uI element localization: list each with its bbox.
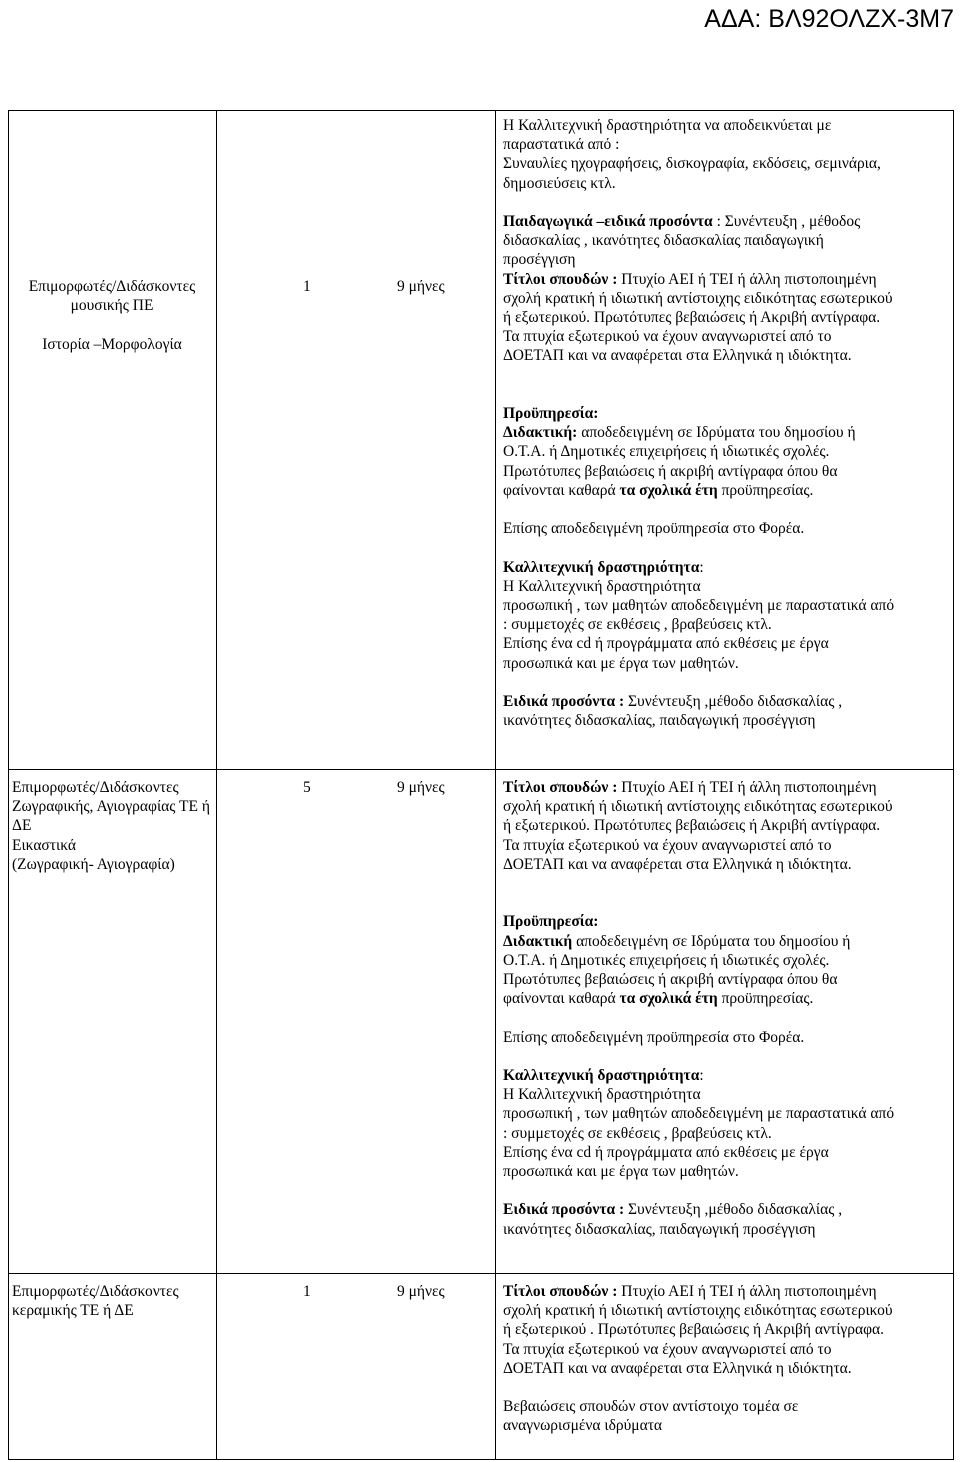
requirement-line: [503, 327, 894, 346]
text-run: ικανότητες διδασκαλίας, παιδαγωγική προσέγγιση: [503, 712, 816, 730]
bold-label: τα σχολικά έτη: [619, 481, 718, 499]
text-run: δημοσιεύσεις κτλ.: [503, 174, 616, 192]
blank-line: [503, 1181, 894, 1200]
text-run: σχολή κρατική ή ιδιωτική αντίστοιχης ειδικότητας εσωτερικού: [503, 1302, 893, 1320]
text-run: διδασκαλίας , ικανότητες διδασκαλίας παιδαγωγική: [503, 232, 824, 250]
requirement-line: [503, 1104, 894, 1123]
requirement-line: [503, 1220, 894, 1239]
count-cell: 5: [303, 779, 311, 796]
requirement-line: [503, 577, 894, 596]
requirement-line: [503, 1397, 893, 1416]
requirement-line: [503, 423, 894, 442]
text-run: προσωπική , των μαθητών αποδεδειγμένη με παραστατικά από: [503, 597, 895, 614]
requirement-line: [503, 154, 894, 173]
text-run: προσωπικά και με έργα των μαθητών.: [503, 654, 739, 672]
text-run: φαίνονται καθαρά: [503, 481, 620, 499]
requirement-line: [503, 1124, 894, 1143]
text-run: αναγνωρισμένα ιδρύματα: [503, 1417, 663, 1435]
duration-cell: 9 μήνες: [397, 779, 445, 796]
bold-label: Διδακτική:: [503, 424, 578, 442]
text-run: Η Καλλιτεχνική δραστηριότητα: [503, 1086, 701, 1104]
requirement-line: [503, 1340, 893, 1359]
requirement-line: [503, 212, 894, 231]
requirement-line: [503, 1282, 893, 1301]
blank-line: [503, 538, 894, 557]
specialty-cell: Επιμορφωτές/Διδάσκοντες Ζωγραφικής, Αγιογραφίας ΤΕ ή ΔΕ Εικαστικά (Ζωγραφική- Αγιογραφία): [12, 779, 210, 873]
text-run: Η Καλλιτεχνική δραστηριότητα να αποδεικνύεται με: [503, 117, 832, 134]
requirement-line: [503, 692, 894, 711]
text-run: αποδεδειγμένη σε Ιδρύματα του δημοσίου ή: [577, 424, 856, 442]
requirement-line: [503, 654, 894, 673]
requirement-line: [503, 711, 894, 730]
requirements-cell: [503, 1282, 893, 1436]
text-run: Συναυλίες ηχογραφήσεις, δισκογραφία, εκδόσεις, σεμινάρια,: [503, 155, 881, 173]
requirement-line: [503, 634, 894, 653]
text-run: Πτυχίο ΑΕΙ ή ΤΕΙ ή άλλη πιστοποιημένη: [617, 1283, 877, 1300]
text-run: ή εξωτερικού . Πρωτότυπες βεβαιώσεις ή Ακριβή αντίγραφα.: [503, 1321, 885, 1339]
requirement-line: [503, 116, 894, 135]
requirement-line: [503, 596, 894, 615]
requirement-line: [503, 308, 894, 327]
text-run: :: [699, 1066, 704, 1084]
requirement-line: [503, 250, 894, 269]
requirement-line: [503, 174, 894, 193]
text-run: Πρωτότυπες βεβαιώσεις ή ακριβή αντίγραφα όπου θα: [503, 971, 838, 988]
blank-line: [503, 385, 894, 404]
blank-line: [503, 874, 894, 893]
blank-line: [503, 1378, 893, 1397]
requirement-line: [503, 836, 894, 855]
bold-label: Διδακτική: [503, 932, 573, 950]
duration-cell: 9 μήνες: [397, 278, 445, 295]
text-run: Πτυχίο ΑΕΙ ή ΤΕΙ ή άλλη πιστοποιημένη: [617, 270, 877, 288]
text-run: :: [699, 558, 704, 576]
text-run: ή εξωτερικού. Πρωτότυπες βεβαιώσεις ή Ακριβή αντίγραφα.: [503, 309, 881, 327]
bold-label: Τίτλοι σπουδών :: [503, 270, 618, 288]
text-run: : συμμετοχές σε εκθέσεις , βραβεύσεις κτλ.: [503, 616, 772, 634]
text-run: ΔΟΕΤΑΠ και να αναφέρεται στα Ελληνικά η ιδιόκτητα.: [503, 855, 852, 873]
requirement-line: [503, 932, 894, 951]
requirement-line: [503, 912, 894, 931]
text-run: Πρωτότυπες βεβαιώσεις ή ακριβή αντίγραφα όπου θα: [503, 462, 838, 480]
blank-line: [503, 673, 894, 692]
text-run: προσέγγιση: [503, 251, 576, 269]
requirement-line: [503, 270, 894, 289]
text-run: φαίνονται καθαρά: [503, 990, 620, 1008]
text-run: Επίσης αποδεδειγμένη προϋπηρεσία στο Φορέα.: [503, 520, 805, 538]
requirement-line: [503, 1200, 894, 1219]
requirement-line: [503, 778, 894, 797]
requirement-line: [503, 1028, 894, 1047]
text-run: προϋπηρεσίας.: [717, 481, 814, 499]
requirement-line: [503, 1301, 893, 1320]
requirement-line: [503, 231, 894, 250]
text-run: προϋπηρεσίας.: [717, 990, 814, 1008]
text-run: σχολή κρατική ή ιδιωτική αντίστοιχης ειδικότητας εσωτερικού: [503, 289, 893, 307]
requirement-line: [503, 481, 894, 500]
text-run: : συμμετοχές σε εκθέσεις , βραβεύσεις κτλ.: [503, 1124, 772, 1142]
text-run: Επίσης αποδεδειγμένη προϋπηρεσία στο Φορέα.: [503, 1028, 805, 1046]
requirement-line: [503, 855, 894, 874]
text-run: : Συνέντευξη , μέθοδος: [712, 213, 861, 230]
text-run: παραστατικά από :: [503, 136, 620, 154]
text-run: ικανότητες διδασκαλίας, παιδαγωγική προσέγγιση: [503, 1220, 816, 1238]
text-run: ΔΟΕΤΑΠ και να αναφέρεται στα Ελληνικά η ιδιόκτητα.: [503, 1359, 852, 1377]
blank-line: [503, 893, 894, 912]
blank-line: [503, 366, 894, 385]
blank-line: [503, 500, 894, 519]
bold-label: Παιδαγωγικά –ειδικά προσόντα: [503, 213, 713, 230]
requirement-line: [503, 462, 894, 481]
blank-line: [503, 193, 894, 212]
requirement-line: [503, 1320, 893, 1339]
text-run: ή εξωτερικού. Πρωτότυπες βεβαιώσεις ή Ακριβή αντίγραφα.: [503, 817, 881, 835]
requirement-line: [503, 1162, 894, 1181]
text-run: Βεβαιώσεις σπουδών στον αντίστοιχο τομέα σε: [503, 1398, 799, 1416]
requirement-line: [503, 1085, 894, 1104]
count-cell: 1: [303, 1283, 311, 1300]
text-run: ΔΟΕΤΑΠ και να αναφέρεται στα Ελληνικά η ιδιόκτητα.: [503, 347, 852, 365]
requirement-line: [503, 346, 894, 365]
requirement-line: [503, 289, 894, 308]
bold-label: Ειδικά προσόντα :: [503, 693, 625, 710]
bold-label: Τίτλοι σπουδών :: [503, 779, 618, 796]
requirement-line: [503, 989, 894, 1008]
requirement-line: [503, 519, 894, 538]
requirement-line: [503, 970, 894, 989]
requirement-line: [503, 797, 894, 816]
requirement-line: [503, 404, 894, 423]
requirement-line: [503, 1066, 894, 1085]
requirement-line: [503, 558, 894, 577]
bold-label: Προϋπηρεσία:: [503, 405, 599, 422]
text-run: Τα πτυχία εξωτερικού να έχουν αναγνωριστεί από το: [503, 836, 832, 854]
text-run: Επίσης ένα cd ή προγράμματα από εκθέσεις με έργα: [503, 1143, 829, 1161]
specialty-cell: Επιμορφωτές/Διδάσκοντες μουσικής ΠΕ Ιστορία –Μορφολογία: [28, 278, 196, 353]
requirement-line: [503, 135, 894, 154]
text-run: Συνέντευξη ,μέθοδο διδασκαλίας ,: [624, 1201, 843, 1219]
count-cell: 1: [303, 278, 311, 295]
text-run: σχολή κρατική ή ιδιωτική αντίστοιχης ειδικότητας εσωτερικού: [503, 798, 893, 816]
ada-code: ΑΔΑ: ΒΛ92ΟΛΖΧ-3Μ7: [704, 5, 954, 33]
text-run: Η Καλλιτεχνική δραστηριότητα: [503, 577, 701, 595]
text-run: Ο.Τ.Α. ή Δημοτικές επιχειρήσεις ή ιδιωτικές σχολές.: [503, 951, 830, 969]
duration-cell: 9 μήνες: [397, 1283, 445, 1300]
requirement-line: [503, 1416, 893, 1435]
text-run: Πτυχίο ΑΕΙ ή ΤΕΙ ή άλλη πιστοποιημένη: [617, 779, 877, 796]
bold-label: Καλλιτεχνική δραστηριότητα: [503, 1066, 700, 1084]
text-run: Συνέντευξη ,μέθοδο διδασκαλίας ,: [624, 693, 843, 710]
blank-line: [503, 1047, 894, 1066]
requirement-line: [503, 1143, 894, 1162]
requirement-line: [503, 615, 894, 634]
bold-label: τα σχολικά έτη: [619, 990, 718, 1008]
requirements-cell: [503, 778, 894, 1239]
blank-line: [503, 1008, 894, 1027]
bold-label: Προϋπηρεσία:: [503, 913, 599, 931]
requirement-line: [503, 951, 894, 970]
text-run: Τα πτυχία εξωτερικού να έχουν αναγνωριστεί από το: [503, 1340, 832, 1358]
bold-label: Τίτλοι σπουδών :: [503, 1283, 618, 1300]
text-run: Τα πτυχία εξωτερικού να έχουν αναγνωριστεί από το: [503, 328, 832, 346]
requirement-line: [503, 442, 894, 461]
text-run: Ο.Τ.Α. ή Δημοτικές επιχειρήσεις ή ιδιωτικές σχολές.: [503, 443, 830, 461]
requirement-line: [503, 816, 894, 835]
text-run: Επίσης ένα cd ή προγράμματα από εκθέσεις με έργα: [503, 635, 829, 653]
specialty-cell: Επιμορφωτές/Διδάσκοντες κεραμικής ΤΕ ή ΔΕ: [12, 1283, 179, 1320]
text-run: αποδεδειγμένη σε Ιδρύματα του δημοσίου ή: [572, 932, 851, 950]
requirement-line: [503, 1359, 893, 1378]
text-run: προσωπικά και με έργα των μαθητών.: [503, 1163, 739, 1180]
bold-label: Καλλιτεχνική δραστηριότητα: [503, 558, 700, 576]
text-run: προσωπική , των μαθητών αποδεδειγμένη με παραστατικά από: [503, 1105, 895, 1123]
bold-label: Ειδικά προσόντα :: [503, 1201, 625, 1219]
requirements-cell: [503, 116, 894, 730]
